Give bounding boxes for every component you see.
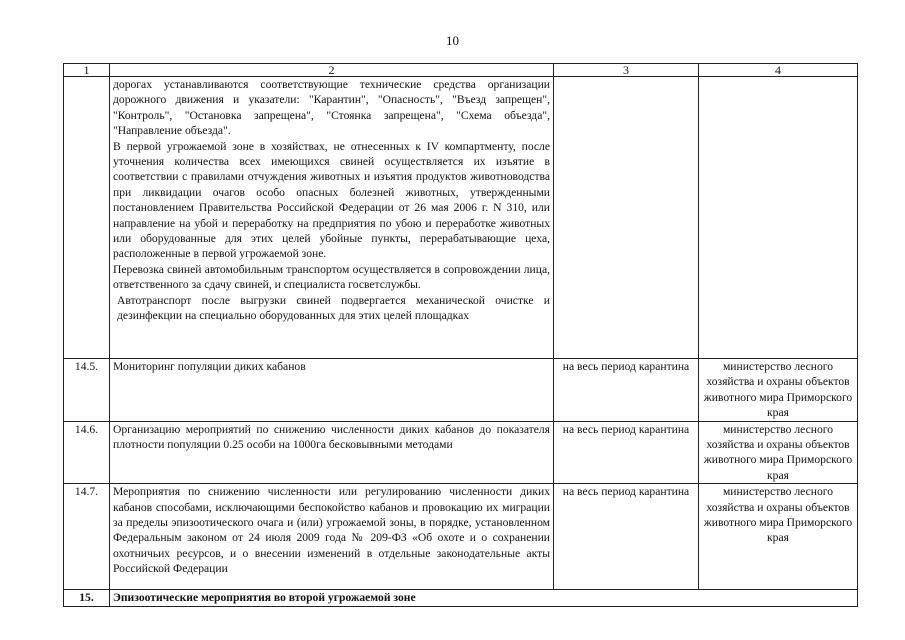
section-heading: Эпизоотические мероприятия во второй угрожаемой зоне bbox=[110, 590, 858, 606]
measure-period: на весь период карантина bbox=[554, 359, 699, 422]
table-row-14-7 bbox=[64, 484, 858, 590]
column-header-4: 4 bbox=[699, 64, 858, 77]
measure-description: Организацию мероприятий по снижению численности диких кабанов до показателя плотности популяции 0.25 особи на 1000га бесковывными методами bbox=[113, 422, 550, 452]
paragraph-road-signs: дорогах устанавливаются соответствующие технические средства организации дорожного движения и указатели: "Карантин", "Опасность", "Въезд запрещен", "Контроль", "Остановка запрещена", "Стоянка запрещена", "Схема объезда", "Направление объезда". bbox=[113, 78, 550, 138]
row-number: 14.7. bbox=[64, 484, 110, 590]
measure-period: на весь период карантина bbox=[554, 484, 699, 590]
measure-responsible: министерство лесного хозяйства и охраны объектов животного мира Приморского края bbox=[699, 359, 858, 422]
column-header-1: 1 bbox=[64, 64, 110, 77]
measure-description: Мероприятия по снижению численности или регулированию численности диких кабанов способами, исключающими беспокойство кабанов и провокацию их миграции за пределы эпизоотического очага и (или) угрожаемой зоны, в порядке, установленном Федеральным законом от 24 июля 2009 года № 209-ФЗ «Об охоте и о сохранении охотничьих ресурсов, и о внесении изменений в отдельные законодательные акты Российской Федерации bbox=[113, 485, 550, 576]
paragraph-first-zone: В первой угрожаемой зоне в хозяйствах, не отнесенных к IV компартменту, после уточнения количества всех имеющихся свиней осуществляется их изъятие в соответствии с правилами отчуждения животных и изъятия продуктов животноводства при ликвидации очагов особо опасных болезней животных, утвержденными постановлением Правительства Российской Федерации от 26 мая 2006 г. N 310, или направление на убой и переработку на предприятия по убою и переработке животных или оборудованные для этих целей убойные пункты, перерабатывающие цеха, расположенные в первой угрожаемой зоне. bbox=[113, 139, 550, 261]
measure-period: на весь период карантина bbox=[554, 421, 699, 484]
table-header-row bbox=[64, 64, 858, 77]
measure-period bbox=[554, 77, 699, 359]
paragraph-disinfection: Автотранспорт после выгрузки свиней подвергается механической очистке и дезинфекции на специально оборудованных для этих целей площадках bbox=[117, 293, 550, 323]
column-header-2: 2 bbox=[110, 64, 554, 77]
table-row-continuation bbox=[64, 77, 858, 359]
paragraph-transport: Перевозка свиней автомобильным транспортом осуществляется в сопровождении лица, ответственного за сдачу свиней, и специалиста госветслужбы. bbox=[113, 262, 550, 292]
measure-responsible: министерство лесного хозяйства и охраны объектов животного мира Приморского края bbox=[699, 421, 858, 484]
measure-responsible: министерство лесного хозяйства и охраны объектов животного мира Приморского края bbox=[699, 484, 858, 590]
table-row-14-6 bbox=[64, 421, 858, 484]
table-row-15 bbox=[64, 590, 858, 606]
column-header-3: 3 bbox=[554, 64, 699, 77]
measures-table bbox=[63, 63, 858, 607]
measure-description: Мониторинг популяции диких кабанов bbox=[113, 360, 306, 373]
page-number: 10 bbox=[446, 33, 459, 48]
row-number: 14.5. bbox=[64, 359, 110, 422]
row-number: 15. bbox=[64, 590, 110, 606]
row-number: 14.6. bbox=[64, 421, 110, 484]
measure-responsible bbox=[699, 77, 858, 359]
table-row-14-5 bbox=[64, 359, 858, 422]
row-number bbox=[64, 77, 110, 359]
measure-description bbox=[110, 77, 554, 359]
